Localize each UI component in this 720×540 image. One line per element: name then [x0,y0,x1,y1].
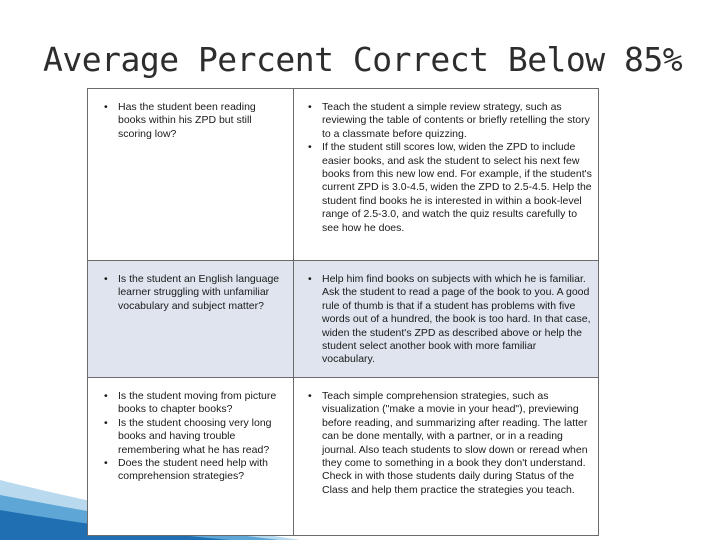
table-row [88,89,598,261]
slide-title: Average Percent Correct Below 85% [43,40,683,79]
action-item: • If the student still scores low, widen the ZPD to include easier books, and ask the student to select his next few books from this new low end. For example, if the student's current ZPD is 3.0-4.5, widen the ZPD to 2.5-4.5. Help the student find books he is interested in within a book-level range of 2.5-3.0, and watch the quiz results carefully to see how he does. [306,141,592,235]
question-item: • Does the student need help with comprehension strategies? [102,457,285,484]
action-item: • Help him find books on subjects with which he is familiar. Ask the student to read a page of the book to you. A good rule of thumb is that if a student has problems with five words out of a hundred, the book is too hard. In that case, widen the student's ZPD as described above or help the student select another book with more familiar vocabulary. [306,273,592,367]
action-cell [294,378,598,535]
question-item: • Is the student choosing very long books and having trouble remembering what he has read? [102,417,285,457]
question-item: • Is the student an English language learner struggling with unfamiliar vocabulary and subject matter? [102,273,285,313]
action-cell [294,261,598,377]
action-cell [294,89,598,260]
action-item: • Teach the student a simple review strategy, such as reviewing the table of contents or briefly retelling the story to a classmate before quizzing. [306,101,592,141]
question-item: • Is the student moving from picture books to chapter books? [102,390,285,417]
question-cell [88,261,294,377]
strategy-table [87,88,599,536]
table-row [88,378,598,535]
question-cell [88,89,294,260]
action-item: • Teach simple comprehension strategies, such as visualization ("make a movie in your head"), previewing before reading, and summarizing after reading. The latter can be done mentally, with a partner, or in a reading journal. Also teach students to slow down or reread when they come to something in a book they don't understand. Check in with those students daily during Status of the Class and help them practice the strategies you teach. [306,390,592,497]
table-row [88,261,598,378]
question-cell [88,378,294,535]
question-item: • Has the student been reading books within his ZPD but still scoring low? [102,101,285,141]
